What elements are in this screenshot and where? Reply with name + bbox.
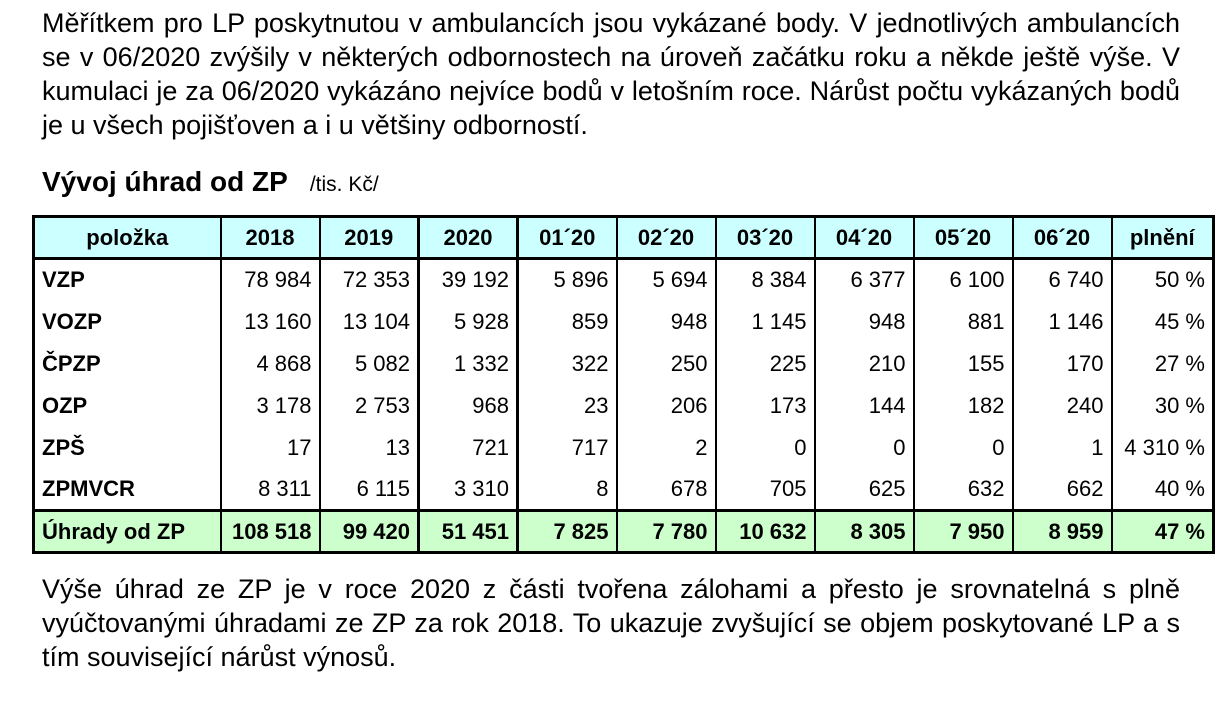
table-cell: 717 — [518, 427, 617, 469]
table-title: Vývoj úhrad od ZP — [42, 166, 288, 197]
intro-paragraph: Měřítkem pro LP poskytnutou v ambulancích jsou vykázané body. V jednotlivých ambulancích se v 06/2020 zvýšily v některých odbornostech na úroveň začátku roku a někde ještě výše. V kumulaci je za 06/2020 vykázáno nejvíce bodů v letošním roce. Nárůst počtu vykázaných bodů je u všech pojišťoven a i u většiny odborností. — [42, 8, 1180, 140]
table-cell: 155 — [914, 343, 1013, 385]
table-cell: 40 % — [1112, 469, 1214, 511]
table-row — [34, 301, 1214, 343]
table-row — [34, 385, 1214, 427]
header-01-20: 01´20 — [518, 217, 617, 259]
table-cell: 1 146 — [1013, 301, 1112, 343]
table-cell: 5 928 — [419, 301, 518, 343]
table-cell: 27 % — [1112, 343, 1214, 385]
table-cell: 6 740 — [1013, 259, 1112, 301]
table-cell: 968 — [419, 385, 518, 427]
table-cell: 108 518 — [221, 511, 320, 553]
table-cell: 250 — [617, 343, 716, 385]
table-cell: 72 353 — [320, 259, 419, 301]
table-cell: 4 310 % — [1112, 427, 1214, 469]
table-row — [34, 343, 1214, 385]
header-2018: 2018 — [221, 217, 320, 259]
header-05-20: 05´20 — [914, 217, 1013, 259]
table-cell: 182 — [914, 385, 1013, 427]
table-cell: 173 — [716, 385, 815, 427]
table-cell: 7 780 — [617, 511, 716, 553]
table-cell: 6 377 — [815, 259, 914, 301]
table-cell: 5 082 — [320, 343, 419, 385]
table-cell: 10 632 — [716, 511, 815, 553]
table-cell: 8 311 — [221, 469, 320, 511]
table-cell: 23 — [518, 385, 617, 427]
table-cell: 7 950 — [914, 511, 1013, 553]
header-plneni: plnění — [1112, 217, 1214, 259]
table-cell: 1 — [1013, 427, 1112, 469]
row-label: ZPMVCR — [34, 469, 221, 511]
table-heading — [42, 166, 379, 198]
table-cell: 13 160 — [221, 301, 320, 343]
outro-paragraph: Výše úhrad ze ZP je v roce 2020 z části tvořena zálohami a přesto je srovnatelná s plně vyúčtovanými úhradami ze ZP za rok 2018. To ukazuje zvyšující se objem poskytované LP a s tím související nárůst výnosů. — [42, 574, 1180, 672]
table-cell: 170 — [1013, 343, 1112, 385]
table-cell: 1 145 — [716, 301, 815, 343]
row-label: VZP — [34, 259, 221, 301]
table-cell: 45 % — [1112, 301, 1214, 343]
table-cell: 662 — [1013, 469, 1112, 511]
table-cell: 625 — [815, 469, 914, 511]
total-row — [34, 511, 1214, 553]
header-03-20: 03´20 — [716, 217, 815, 259]
table-cell: 859 — [518, 301, 617, 343]
table-cell: 721 — [419, 427, 518, 469]
table-cell: 206 — [617, 385, 716, 427]
table-cell: 8 384 — [716, 259, 815, 301]
table-cell: 225 — [716, 343, 815, 385]
table-cell: 4 868 — [221, 343, 320, 385]
row-label: Úhrady od ZP — [34, 511, 221, 553]
table-cell: 705 — [716, 469, 815, 511]
table-cell: 5 694 — [617, 259, 716, 301]
table-cell: 1 332 — [419, 343, 518, 385]
table-cell: 0 — [815, 427, 914, 469]
table-cell: 51 451 — [419, 511, 518, 553]
table-cell: 30 % — [1112, 385, 1214, 427]
payments-table — [32, 215, 1215, 554]
table-header-row — [34, 217, 1214, 259]
table-cell: 144 — [815, 385, 914, 427]
table-cell: 13 — [320, 427, 419, 469]
row-label: OZP — [34, 385, 221, 427]
table-cell: 632 — [914, 469, 1013, 511]
row-label: ZPŠ — [34, 427, 221, 469]
table-cell: 50 % — [1112, 259, 1214, 301]
table-row — [34, 259, 1214, 301]
table-cell: 322 — [518, 343, 617, 385]
table-cell: 2 — [617, 427, 716, 469]
table-cell: 47 % — [1112, 511, 1214, 553]
table-unit: /tis. Kč/ — [309, 173, 379, 196]
row-label: VOZP — [34, 301, 221, 343]
table-cell: 39 192 — [419, 259, 518, 301]
table-cell: 0 — [914, 427, 1013, 469]
table-cell: 7 825 — [518, 511, 617, 553]
header-02-20: 02´20 — [617, 217, 716, 259]
header-2020: 2020 — [419, 217, 518, 259]
table-cell: 8 959 — [1013, 511, 1112, 553]
table-cell: 6 100 — [914, 259, 1013, 301]
table-cell: 210 — [815, 343, 914, 385]
table-cell: 5 896 — [518, 259, 617, 301]
table-cell: 2 753 — [320, 385, 419, 427]
table-cell: 3 178 — [221, 385, 320, 427]
table-cell: 3 310 — [419, 469, 518, 511]
table-cell: 240 — [1013, 385, 1112, 427]
table-cell: 99 420 — [320, 511, 419, 553]
table-cell: 17 — [221, 427, 320, 469]
table-cell: 948 — [815, 301, 914, 343]
header-04-20: 04´20 — [815, 217, 914, 259]
table-cell: 13 104 — [320, 301, 419, 343]
table-cell: 678 — [617, 469, 716, 511]
table-row — [34, 469, 1214, 511]
table-row — [34, 427, 1214, 469]
header-polozka: položka — [34, 217, 221, 259]
header-2019: 2019 — [320, 217, 419, 259]
table-cell: 881 — [914, 301, 1013, 343]
table-cell: 8 — [518, 469, 617, 511]
table-cell: 948 — [617, 301, 716, 343]
header-06-20: 06´20 — [1013, 217, 1112, 259]
table-cell: 8 305 — [815, 511, 914, 553]
table-cell: 78 984 — [221, 259, 320, 301]
table-cell: 6 115 — [320, 469, 419, 511]
row-label: ČPZP — [34, 343, 221, 385]
table-cell: 0 — [716, 427, 815, 469]
